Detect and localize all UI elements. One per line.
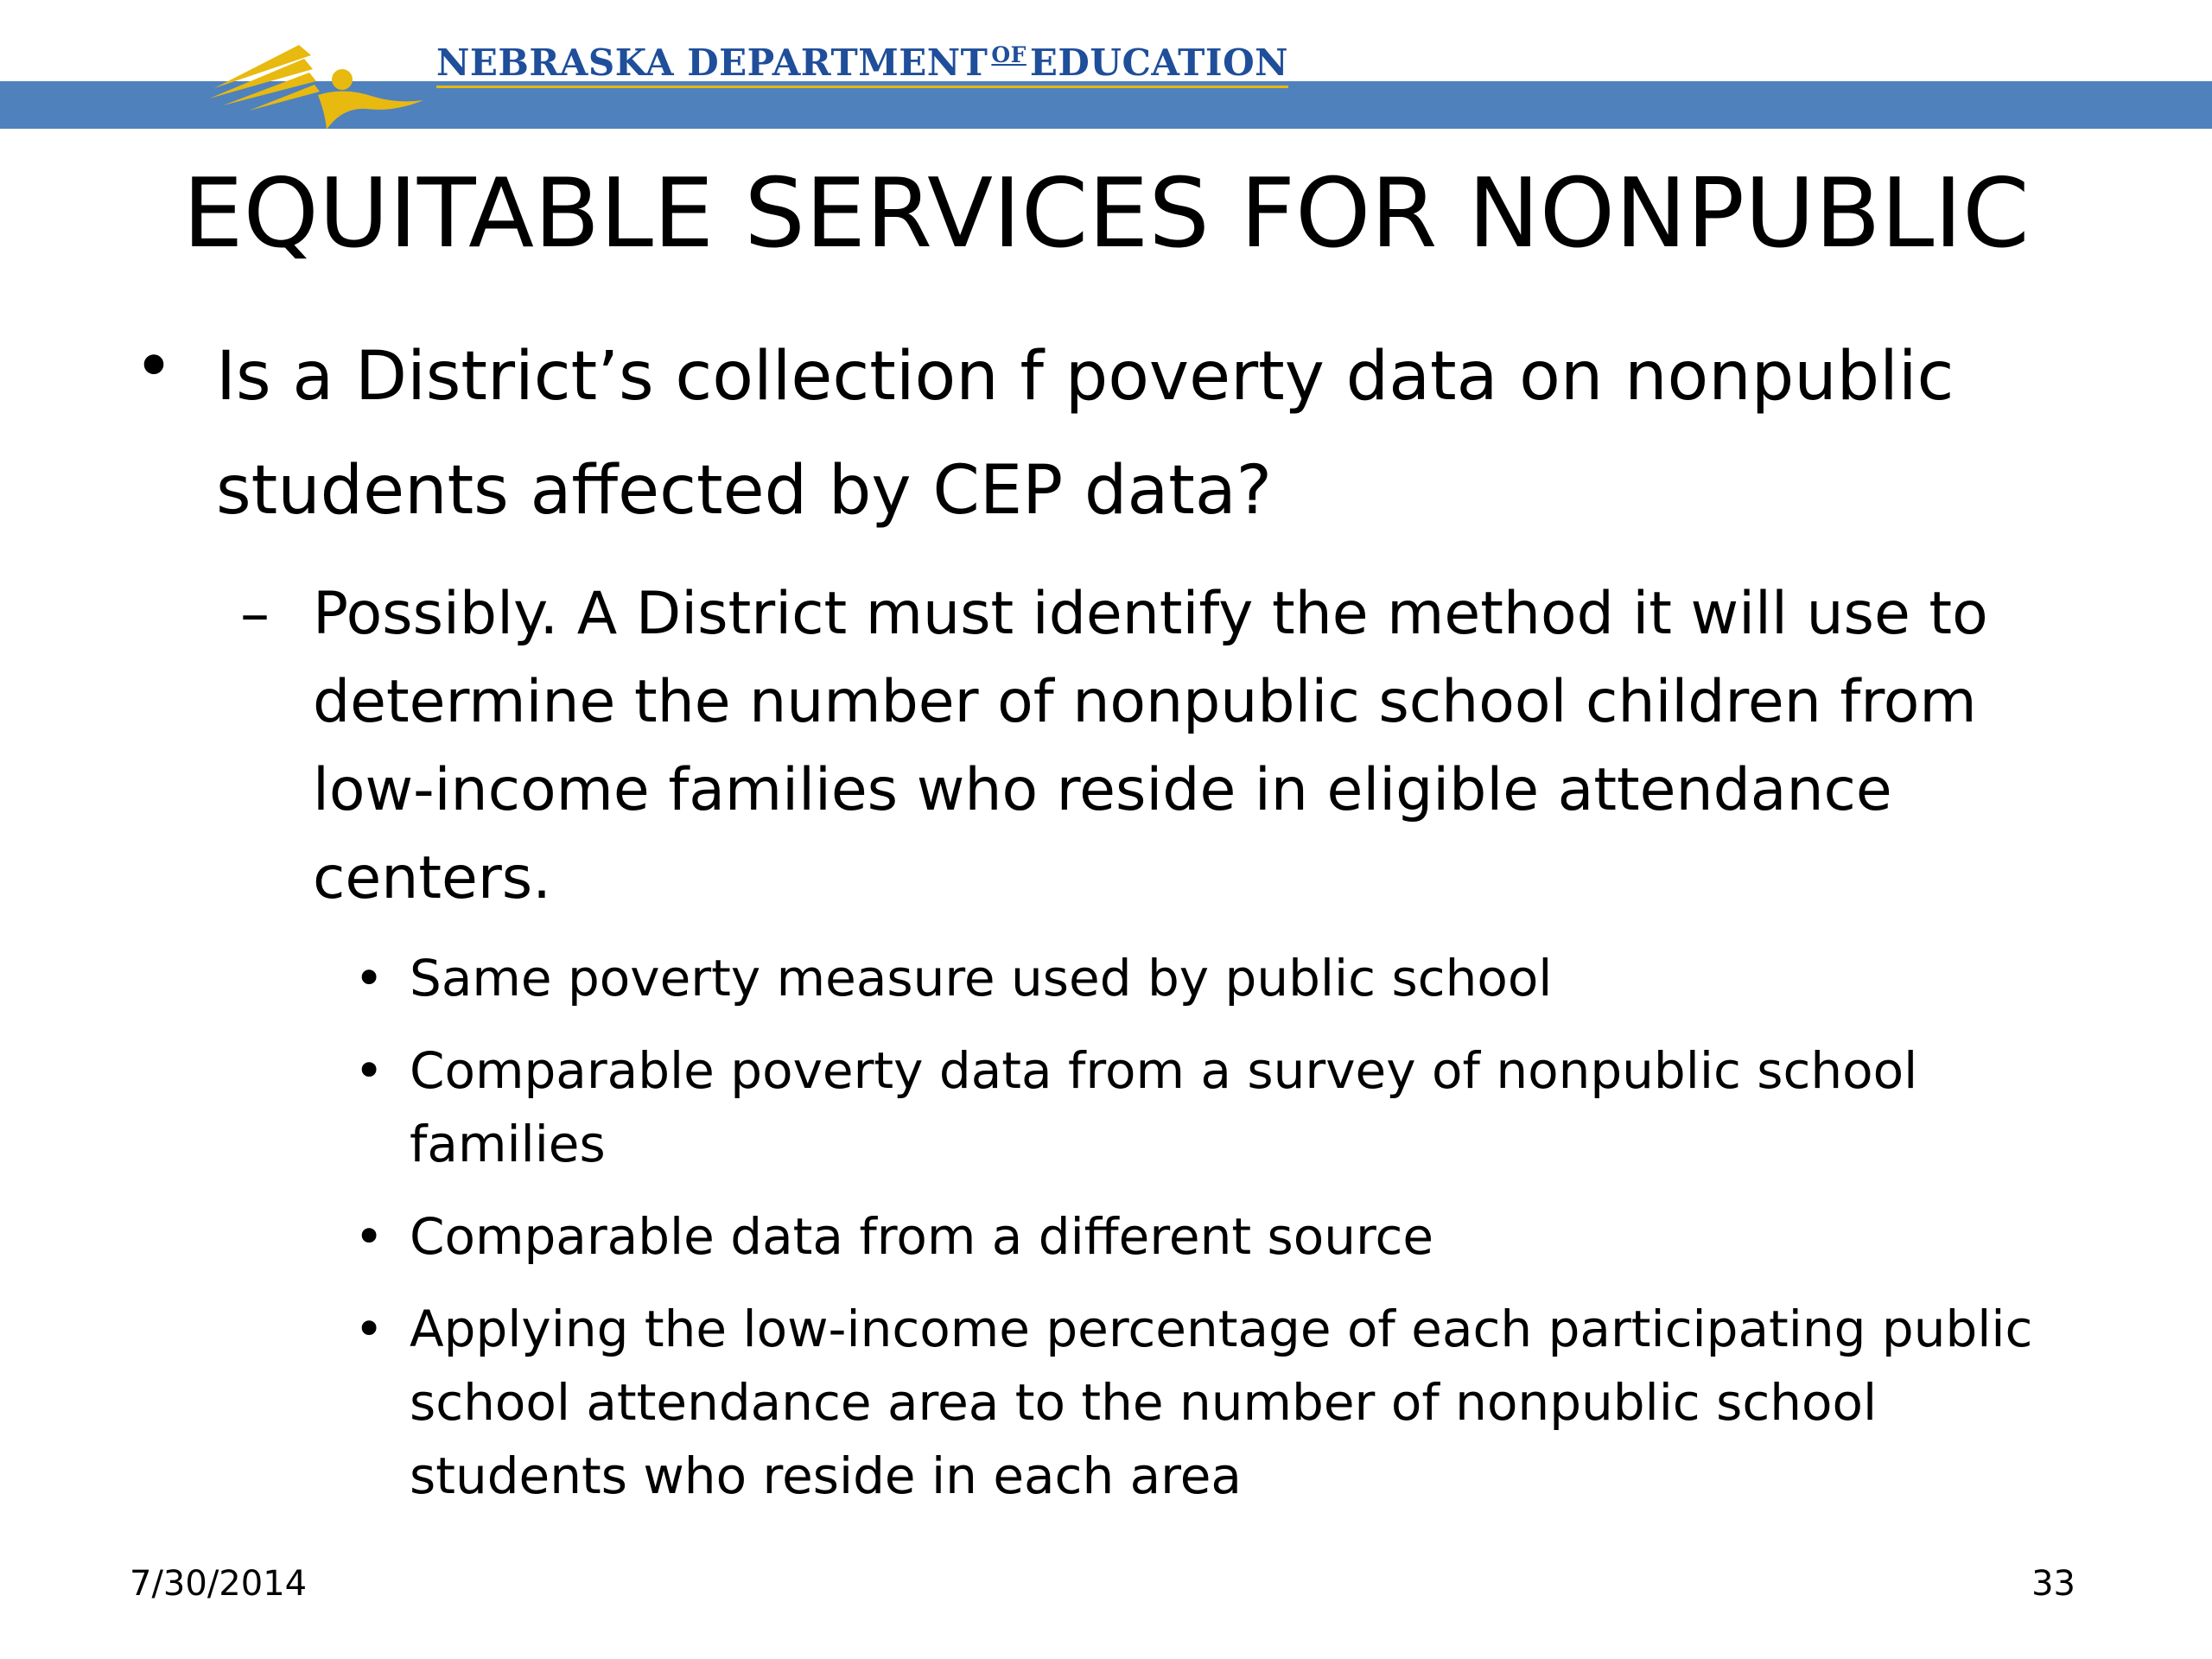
answer-text: Possibly. A District must identify the method it will use to determine the number of nonpublic school children from low-income families who reside in eligible attendance centers.: [313, 580, 1988, 912]
list-item: [354, 1200, 2065, 1274]
bullet-icon: •: [354, 949, 385, 1007]
bullet-icon: •: [354, 1207, 385, 1266]
question-text: Is a District’s collection f poverty data on nonpublic students affected by CEP data?: [216, 338, 1955, 530]
list-item-text: Comparable data from a different source: [410, 1207, 1434, 1266]
answer-dash-icon: –: [240, 580, 270, 648]
org-name-of: OF: [991, 42, 1027, 67]
org-name-part1: NEBRASKA DEPARTMENT: [436, 41, 988, 84]
list-item-text: Comparable poverty data from a survey of nonpublic school families: [410, 1041, 1918, 1173]
list-item: [354, 942, 2065, 1015]
list-item-text: Applying the low-income percentage of each participating public school attendance area to the number of nonpublic school students who reside in each area: [410, 1300, 2033, 1505]
org-name-part2: EDUCATION: [1029, 41, 1289, 84]
methods-list: [354, 942, 2065, 1532]
list-item-text: Same poverty measure used by public school: [410, 949, 1553, 1007]
list-item: [354, 1293, 2065, 1513]
footer-page-number: 33: [2031, 1564, 2075, 1604]
bullet-icon: •: [354, 1041, 385, 1100]
list-item: [354, 1034, 2065, 1181]
slide-title: EQUITABLE SERVICES FOR NONPUBLIC: [182, 158, 2030, 270]
bullet-icon: •: [354, 1300, 385, 1358]
footer-date: 7/30/2014: [130, 1564, 308, 1604]
question-bullet-icon: •: [134, 328, 175, 406]
